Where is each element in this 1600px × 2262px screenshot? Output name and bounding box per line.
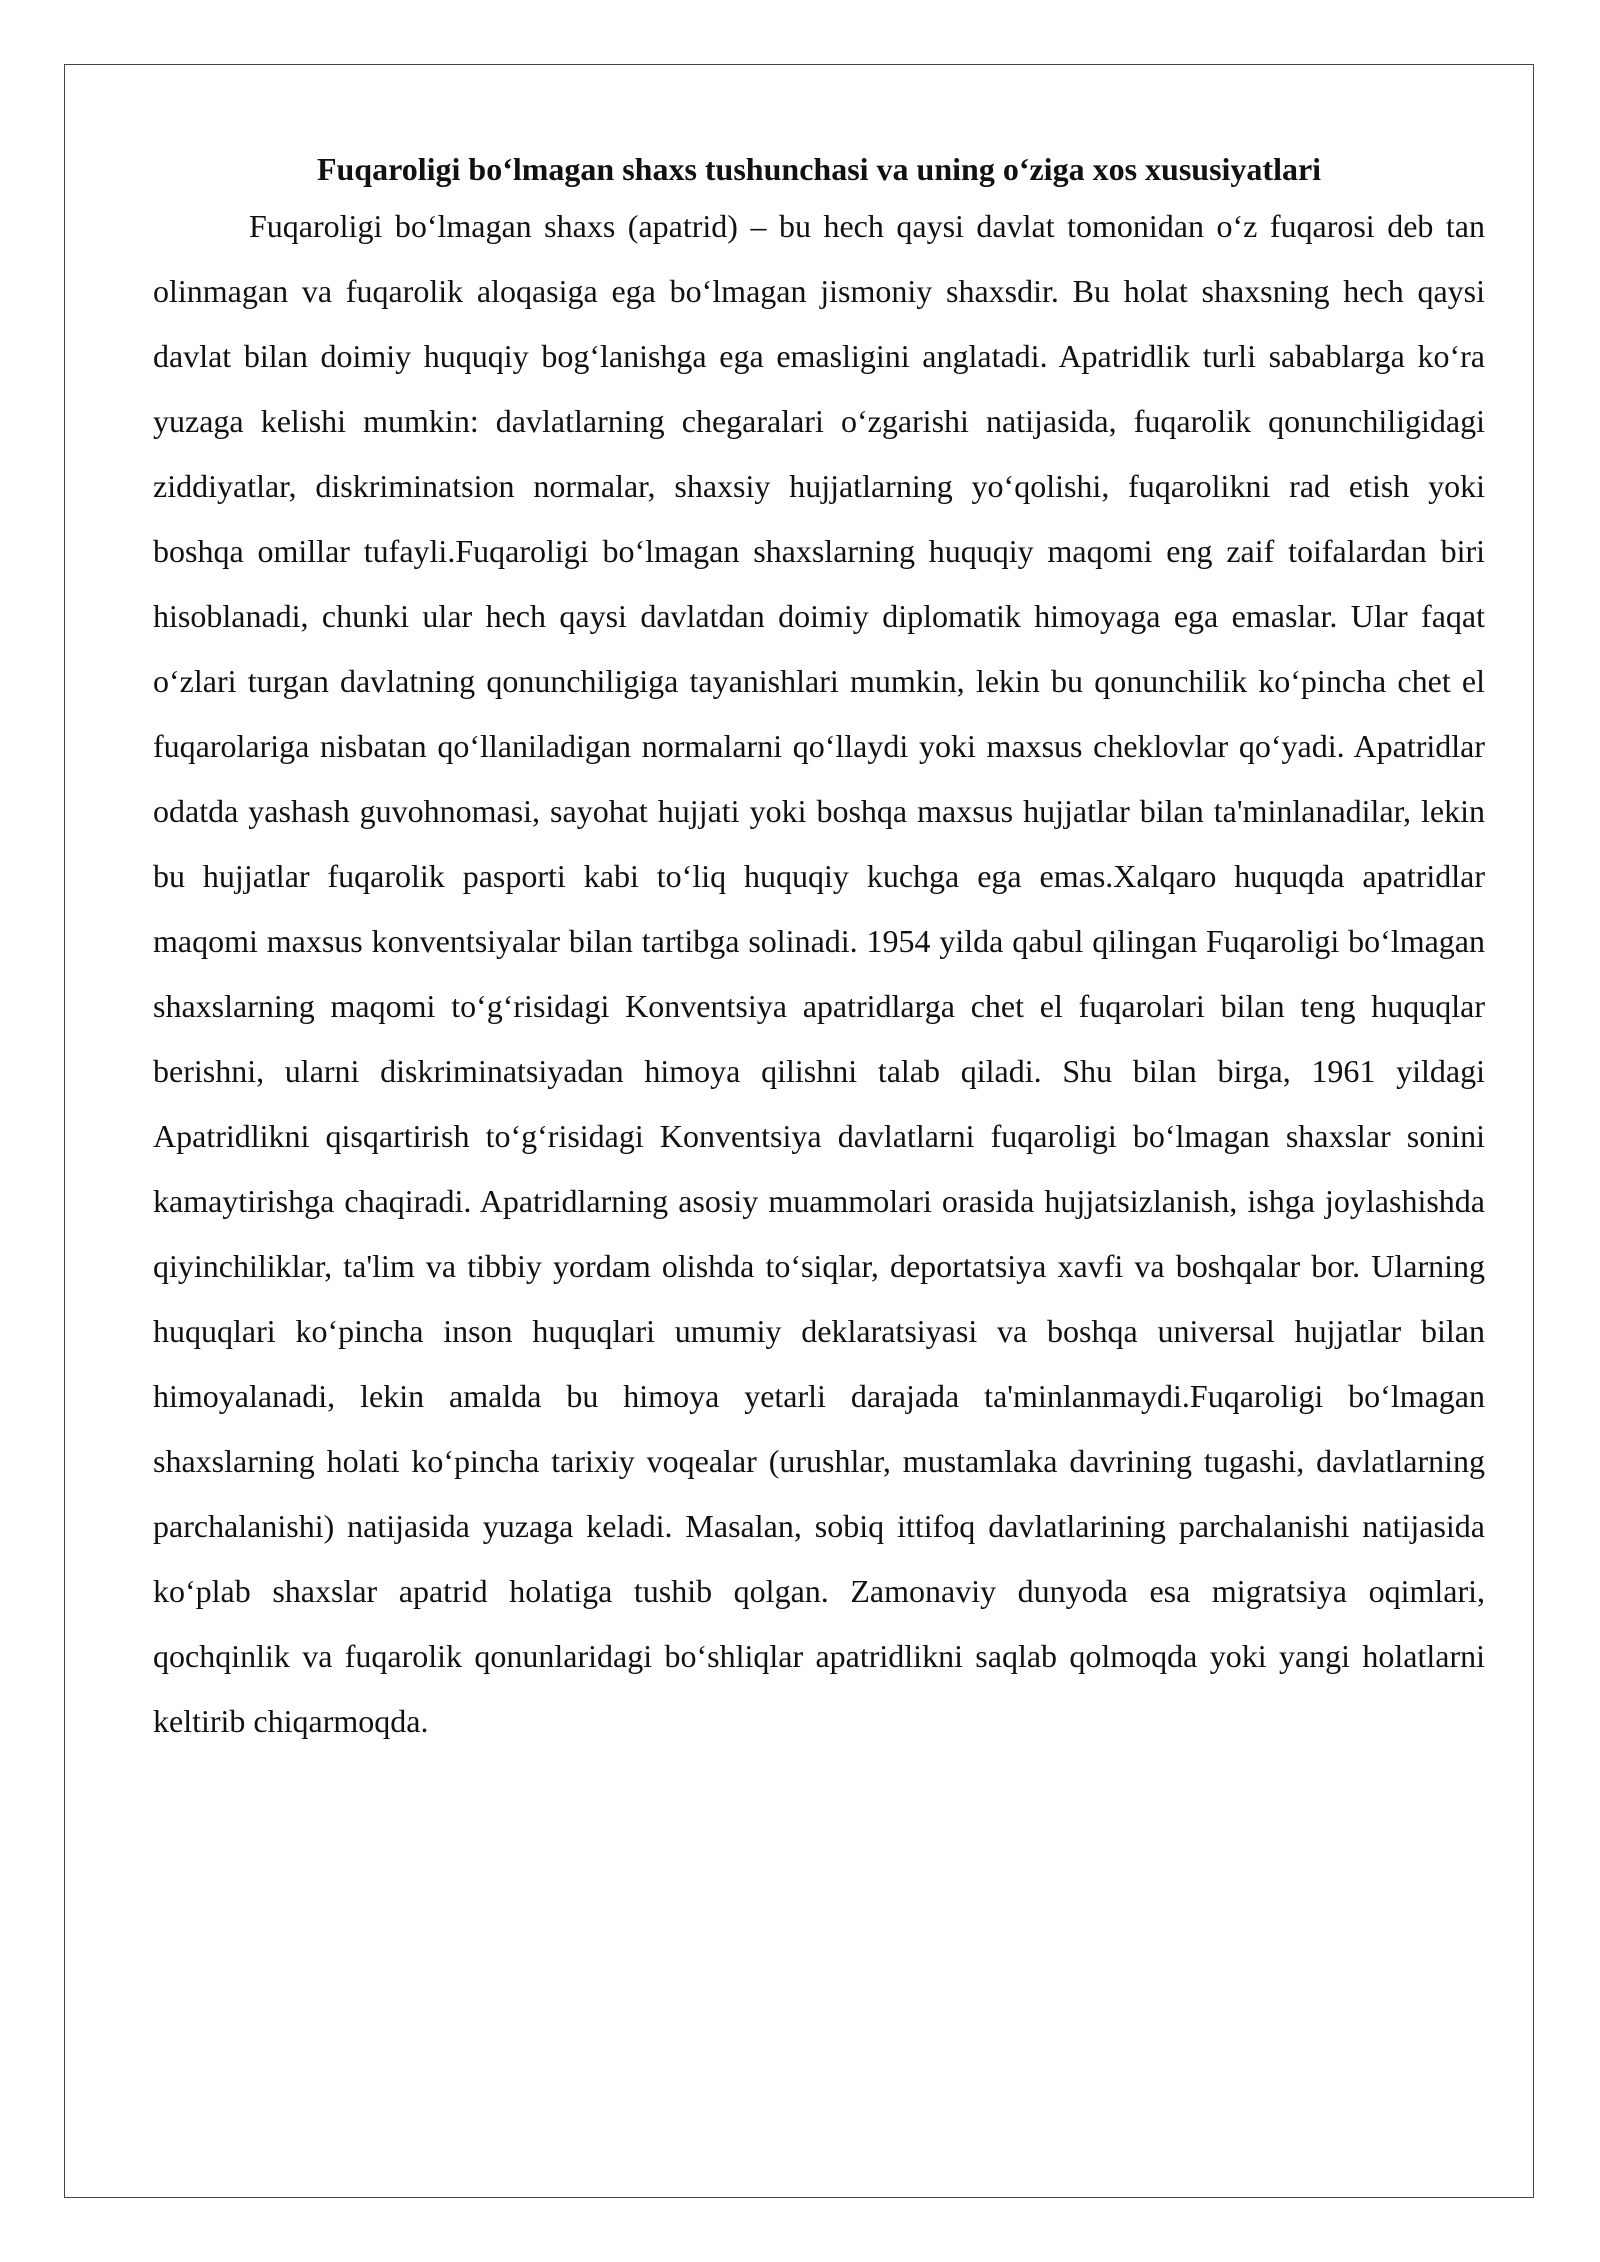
document-title: Fuqaroligi bo‘lmagan shaxs tushunchasi va uning o‘ziga xos xususiyatlari: [316, 151, 1322, 187]
document-body-paragraph: Fuqaroligi bo‘lmagan shaxs (apatrid) – bu hech qaysi davlat tomonidan o‘z fuqarosi deb tan olinmagan va fuqarolik aloqasiga ega bo‘lmagan jismoniy shaxsdir. Bu holat shaxsning hech qaysi davlat bilan doimiy huquqiy bog‘lanishga ega emasligini anglatadi. Apatridlik turli sabablarga ko‘ra yuzaga kelishi mumkin: davlatlarning chegaralari o‘zgarishi natijasida, fuqarolik qonunchiligidagi ziddiyatlar, diskriminatsion normalar, shaxsiy hujjatlarning yo‘qolishi, fuqarolikni rad etish yoki boshqa omillar tufayli.Fuqaroligi bo‘lmagan shaxslarning huquqiy maqomi eng zaif toifalardan biri hisoblanadi, chunki ular hech qaysi davlatdan doimiy diplomatik himoyaga ega emaslar. Ular faqat o‘zlari turgan davlatning qonunchiligiga tayanishlari mumkin, lekin bu qonunchilik ko‘pincha chet el fuqarolariga nisbatan qo‘llaniladigan normalarni qo‘llaydi yoki maxsus cheklovlar qo‘yadi. Apatridlar odatda yashash guvohnomasi, sayohat hujjati yoki boshqa maxsus hujjatlar bilan ta'minlanadilar, lekin bu hujjatlar fuqarolik pasporti kabi to‘liq huquqiy kuchga ega emas.Xalqaro huquqda apatridlar maqomi maxsus konventsiyalar bilan tartibga solinadi. 1954 yilda qabul qilingan Fuqaroligi bo‘lmagan shaxslarning maqomi to‘g‘risidagi Konventsiya apatridlarga chet el fuqarolari bilan teng huquqlar berishni, ularni diskriminatsiyadan himoya qilishni talab qiladi. Shu bilan birga, 1961 yildagi Apatridlikni qisqartirish to‘g‘risidagi Konventsiya davlatlarni fuqaroligi bo‘lmagan shaxslar sonini kamaytirishga chaqiradi. Apatridlarning asosiy muammolari orasida hujjatsizlanish, ishga joylashishda qiyinchiliklar, ta'lim va tibbiy yordam olishda to‘siqlar, deportatsiya xavfi va boshqalar bor. Ularning huquqlari ko‘pincha inson huquqlari umumiy deklaratsiyasi va boshqa universal hujjatlar bilan himoyalanadi, lekin amalda bu himoya yetarli darajada ta'minlanmaydi.Fuqaroligi bo‘lmagan shaxslarning holati ko‘pincha tarixiy voqealar (urushlar, mustamlaka davrining tugashi, davlatlarning parchalanishi) natijasida yuzaga keladi. Masalan, sobiq ittifoq davlatlarining parchalanishi natijasida ko‘plab shaxslar apatrid holatiga tushib qolgan. Zamonaviy dunyoda esa migratsiya oqimlari, qochqinlik va fuqarolik qonunlaridagi bo‘shliqlar apatridlikni saqlab qolmoqda yoki yangi holatlarni keltirib chiqarmoqda.: [153, 208, 1485, 1739]
document-content: [153, 146, 1485, 1754]
